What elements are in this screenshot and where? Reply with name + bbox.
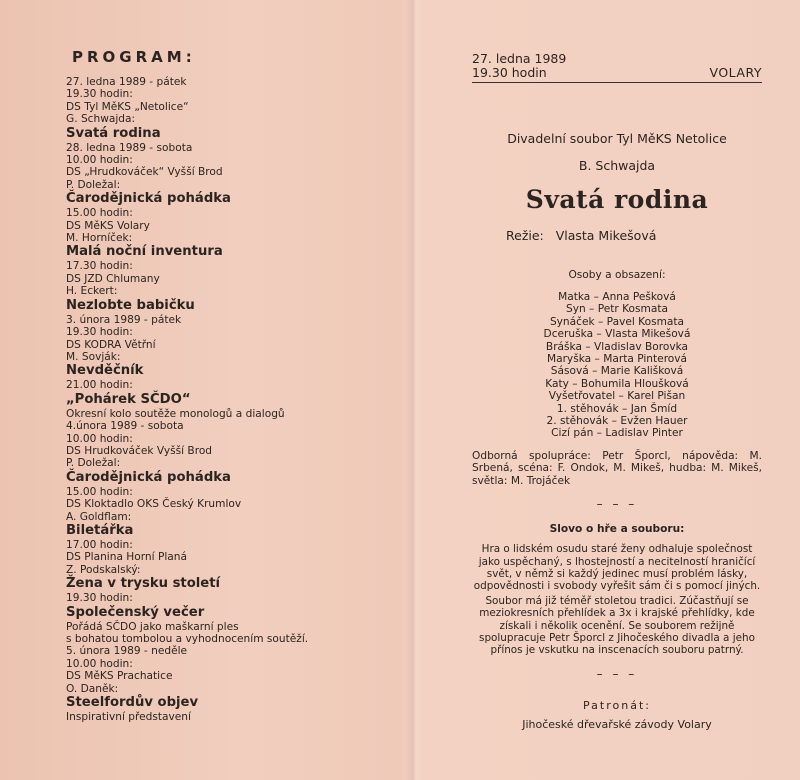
program-line: 3. února 1989 - pátek (66, 313, 182, 326)
program-line: 19.30 hodin: (66, 88, 133, 101)
director-line (506, 228, 762, 243)
program-play-title: Čarodějnická pohádka (66, 191, 231, 207)
cast-actor: Ladislav Pinter (605, 427, 683, 440)
program-heading: PROGRAM: (72, 48, 196, 66)
cast-separator: – (593, 427, 606, 440)
cast-separator: – (585, 303, 598, 316)
program-line: 27. ledna 1989 - pátek (66, 76, 187, 88)
program-play-title: Žena v trysku století (66, 576, 221, 592)
program-play-title: Nezlobte babičku (66, 297, 195, 313)
play-title: Svatá rodina (525, 185, 709, 214)
cast-row (472, 415, 762, 427)
cast-row (472, 403, 762, 415)
cast-role: Maryška (546, 353, 592, 366)
cast-row (472, 316, 762, 328)
cast-separator: – (568, 377, 581, 390)
program-line: Z. Podskalský: (66, 563, 141, 576)
cast-actor: Petr Kosmata (597, 303, 669, 316)
performance-time: 19.30 hodin (472, 65, 547, 80)
program-line: M. Sovják: (66, 350, 121, 363)
program-line: A. Goldflam: (66, 510, 132, 523)
cast-row (472, 303, 762, 315)
program-line: DS Tyl MěKS „Netolice“ (66, 100, 189, 113)
cast-list (472, 291, 762, 440)
program-play-title: Společenský večer (66, 604, 205, 620)
program-play-title: Svatá rodina (66, 125, 161, 141)
program-play-title: Biletářka (66, 522, 134, 538)
cast-row (472, 328, 762, 340)
cast-role: Dceruška (543, 328, 594, 341)
cast-role: Sásová (550, 365, 589, 378)
cast-row (472, 291, 762, 303)
author-name: B. Schwajda (578, 158, 656, 173)
patronage-sponsor: Jihočeské dřevařské závody Volary (522, 717, 712, 731)
cast-actor: Marta Pinterová (603, 353, 688, 366)
program-line: DS Kloktadlo OKS Český Krumlov (66, 498, 242, 511)
about-paragraph-2: Soubor má již téměř stoletou tradici. Zúčastňují se meziokresních přehlídek a 3x i krajské přehlídky, kde získali i několik ocenění. Se souborem režijně spolupracuje Petr Šporcl z Jihočeského divadla a jeho přínos je vskutku na inscenacích souboru patrný. (479, 594, 755, 657)
cast-separator: – (588, 365, 601, 378)
program-play-title: Steelfordův objev (66, 695, 199, 711)
program-line: 19.30 hodin: (66, 326, 133, 339)
program-line: DS MěKS Prachatice (66, 670, 173, 683)
program-line: 17.30 hodin: (66, 260, 133, 273)
program-play-title: Nevděčník (66, 363, 144, 379)
program-column (66, 48, 366, 723)
cast-separator: – (608, 415, 621, 428)
program-list (66, 76, 366, 723)
cast-row (472, 427, 762, 439)
cast-separator: – (590, 291, 603, 303)
cast-role: Matka (558, 291, 591, 303)
cast-role: 2. stěhovák (546, 415, 609, 428)
program-line: M. Horníček: (66, 232, 133, 245)
cast-role: Cizí pán (551, 427, 594, 440)
cast-actor: Pavel Kosmata (606, 315, 685, 328)
program-line: DS MěKS Volary (66, 219, 150, 232)
program-line: 5. února 1989 - neděle (66, 645, 188, 658)
cast-separator: – (582, 340, 595, 353)
cast-separator: – (615, 390, 628, 403)
cast-role: Bráška (545, 340, 582, 353)
cast-actor: Jan Šmíd (630, 402, 678, 415)
about-heading: Slovo o hře a souboru: (549, 523, 685, 536)
crew-credits: Odborná spolupráce: Petr Šporcl, nápověda: M. Srbená, scéna: F. Ondok, M. Mikeš, hudba: M. Mikeš, světla: M. Trojáček (472, 449, 762, 487)
about-paragraph-1: Hra o lidském osudu staré ženy odhaluje společnost jako uspěchaný, s lhostejností a necitelností hraničící svět, v němž si každý jedinec musí problém lásky, odpovědnosti i svobody vyřešit sám či s pomocí jiných. (473, 543, 761, 593)
cast-row (472, 341, 762, 353)
cast-role: Vyšetřovatel (548, 390, 616, 403)
header-rule (472, 82, 762, 83)
cast-role: Syn (565, 303, 586, 316)
performance-place: VOLARY (709, 65, 762, 80)
program-line: DS JZD Chlumany (66, 272, 160, 285)
cast-separator: – (593, 328, 606, 341)
program-line: Pořádá SČDO jako maškarní ples (66, 620, 239, 633)
cast-actor: Karel Pišan (627, 390, 686, 403)
program-line: 28. ledna 1989 - sobota (66, 141, 193, 154)
cast-row (472, 365, 762, 377)
director-name: Vlasta Mikešová (555, 228, 657, 243)
program-line: 15.00 hodin: (66, 207, 133, 220)
program-line: 21.00 hodin: (66, 379, 133, 392)
patronage-heading: Patronát: (583, 698, 651, 712)
program-line: 10.00 hodin: (66, 432, 133, 445)
program-line: DS KODRA Větřní (66, 338, 156, 351)
cast-role: Katy (545, 377, 569, 390)
separator-dashes-2: – – – (596, 666, 638, 681)
director-label: Režie: (506, 228, 544, 243)
performance-column (472, 52, 762, 731)
cast-row (472, 390, 762, 402)
program-play-title: Malá noční inventura (66, 244, 223, 260)
program-line: H. Eckert: (66, 285, 118, 298)
cast-role: 1. stěhovák (556, 402, 619, 415)
program-line: 15.00 hodin: (66, 485, 133, 498)
cast-separator: – (591, 353, 604, 366)
cast-separator: – (594, 315, 607, 328)
performance-date: 27. ledna 1989 (472, 51, 567, 66)
cast-actor: Anna Pešková (602, 291, 676, 303)
program-play-title: „Pohárek SČDO“ (66, 391, 191, 407)
program-line: 4.února 1989 - sobota (66, 420, 184, 433)
program-line: G. Schwajda: (66, 113, 136, 126)
program-line: 10.00 hodin: (66, 154, 133, 167)
paper-fold (405, 0, 423, 780)
program-line: DS Planina Horní Planá (66, 551, 187, 564)
program-line: Okresní kolo soutěže monologů a dialogů (66, 407, 285, 420)
cast-separator: – (618, 402, 631, 415)
company-name: Divadelní soubor Tyl MěKS Netolice (507, 131, 727, 146)
program-play-title: Čarodějnická pohádka (66, 469, 231, 485)
cast-role: Synáček (549, 315, 595, 328)
program-line: s bohatou tombolou a vyhodnocením soutěží. (66, 633, 309, 645)
program-line: DS Hrudkováček Vyšší Brod (66, 444, 213, 457)
cast-actor: Evžen Hauer (620, 415, 688, 428)
cast-actor: Vladislav Borovka (594, 340, 689, 353)
program-line: P. Doležal: (66, 178, 121, 191)
cast-row (472, 378, 762, 390)
date-line (472, 52, 762, 80)
cast-actor: Marie Kališková (600, 365, 684, 378)
cast-actor: Vlasta Mikešová (605, 328, 691, 341)
program-line: 17.00 hodin: (66, 538, 133, 551)
program-line: O. Daněk: (66, 682, 119, 695)
program-line: P. Doležal: (66, 457, 121, 470)
program-line: 10.00 hodin: (66, 657, 133, 670)
program-line: Inspirativní představení (66, 711, 191, 724)
cast-heading: Osoby a obsazení: (568, 269, 666, 281)
program-line: DS „Hrudkováček“ Vyšší Brod (66, 166, 223, 179)
separator-dashes-1: – – – (596, 497, 638, 512)
cast-row (472, 353, 762, 365)
cast-actor: Bohumila Hloušková (580, 377, 689, 390)
program-line: 19.30 hodin: (66, 592, 133, 605)
